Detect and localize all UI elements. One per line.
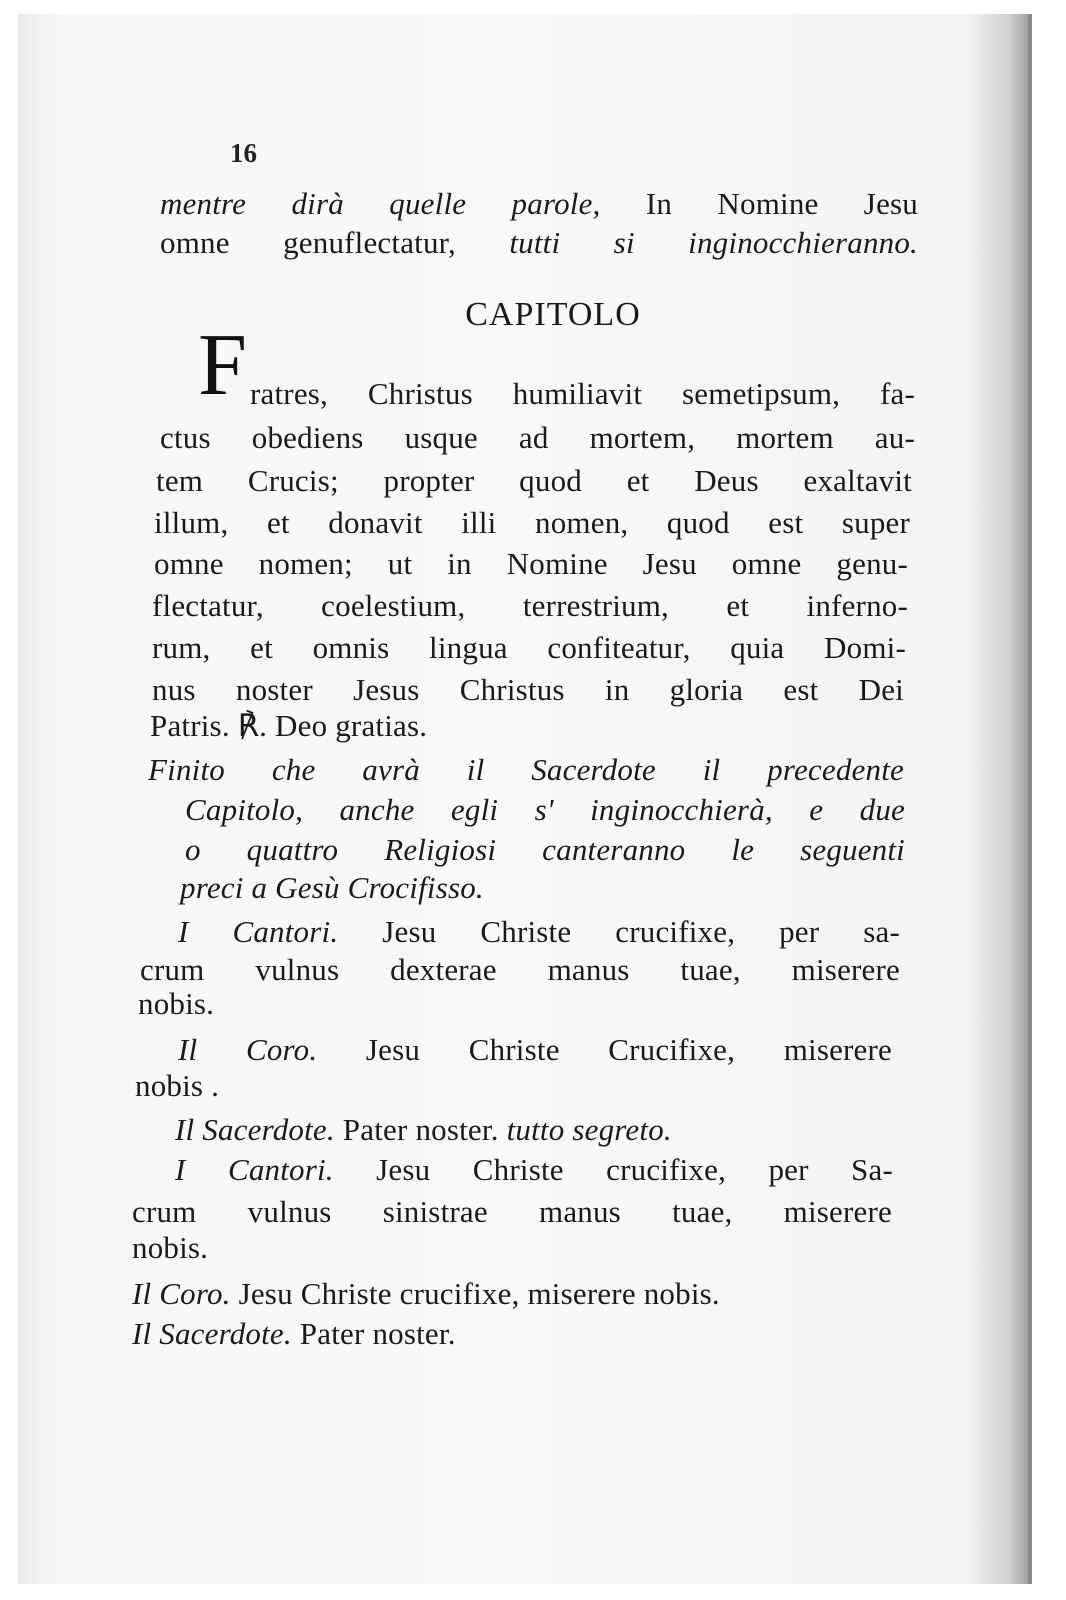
- roman-text: flectatur, coelestium, terrestrium, et inferno-: [152, 588, 908, 623]
- text-line: [185, 792, 905, 828]
- text-line: [250, 376, 915, 412]
- text-line: [156, 463, 912, 499]
- italic-text: Capitolo, anche egli s' inginocchierà, e due: [185, 792, 905, 827]
- italic-text: Finito che avrà il Sacerdote il precedente: [148, 752, 904, 787]
- roman-text: crum vulnus sinistrae manus tuae, miserere: [132, 1194, 892, 1229]
- roman-text: nobis.: [138, 986, 215, 1021]
- italic-text: o quattro Religiosi canteranno le seguenti: [185, 832, 905, 867]
- page-edge: [1028, 14, 1032, 1584]
- text-line: [152, 672, 904, 708]
- chapter-heading: CAPITOLO: [465, 296, 641, 333]
- roman-text: Jesu Christe crucifixe, per Sa-: [376, 1152, 893, 1187]
- italic-text: tutti si inginocchieranno.: [509, 225, 919, 260]
- text-line: [152, 630, 906, 666]
- roman-text: rum, et omnis lingua confiteatur, quia Domi-: [152, 630, 906, 665]
- roman-text: Jesu Christe crucifixe, per sa-: [382, 914, 900, 949]
- roman-text: Patris. ℟. Deo gratias.: [150, 708, 428, 743]
- roman-text: In Nomine Jesu: [645, 186, 918, 221]
- italic-text: Il Coro.: [178, 1032, 366, 1067]
- drop-cap: F: [198, 317, 247, 414]
- italic-text: I Cantori.: [175, 1152, 377, 1187]
- text-line: [132, 1230, 208, 1266]
- text-line: [132, 1276, 720, 1312]
- roman-text: illum, et donavit illi nomen, quod est super: [154, 505, 910, 540]
- roman-text: nobis.: [132, 1230, 209, 1265]
- roman-text: nus noster Jesus Christus in gloria est Dei: [152, 672, 904, 707]
- roman-text: Pater noster.: [342, 1112, 507, 1147]
- roman-text: omne nomen; ut in Nomine Jesu omne genu-: [154, 546, 908, 581]
- roman-text: Pater noster.: [299, 1316, 456, 1351]
- roman-text: Jesu Christe Crucifixe, miserere: [365, 1032, 893, 1067]
- text-line: [154, 505, 910, 541]
- italic-text: Il Sacerdote.: [175, 1112, 343, 1147]
- page-number: 16: [230, 138, 257, 168]
- text-line: [175, 1112, 672, 1148]
- text-line: [175, 1152, 893, 1188]
- text-line: [160, 420, 915, 456]
- text-line: [132, 1194, 892, 1230]
- italic-text: Il Coro.: [132, 1276, 239, 1311]
- text-line: [160, 225, 918, 261]
- text-line: [154, 546, 908, 582]
- text-line: [150, 708, 427, 744]
- roman-text: crum vulnus dexterae manus tuae, miserere: [140, 952, 900, 987]
- text-line: [132, 1316, 456, 1352]
- italic-text: Il Sacerdote.: [132, 1316, 300, 1351]
- text-line: [185, 832, 905, 868]
- roman-text: nobis .: [135, 1068, 220, 1103]
- italic-text: mentre dirà quelle parole,: [160, 186, 646, 221]
- roman-text: omne genuflectatur,: [160, 225, 510, 260]
- text-line: [148, 752, 904, 788]
- roman-text: tem Crucis; propter quod et Deus exaltavit: [156, 463, 912, 498]
- roman-text: Jesu Christe crucifixe, miserere nobis.: [238, 1276, 720, 1311]
- text-line: [160, 186, 918, 222]
- text-line: [140, 952, 900, 988]
- italic-text: tutto segreto.: [506, 1112, 672, 1147]
- roman-text: ratres, Christus humiliavit semetipsum, fa-: [250, 376, 915, 411]
- text-line: [180, 870, 484, 906]
- text-line: [138, 986, 214, 1022]
- italic-text: preci a Gesù Crocifisso.: [180, 870, 484, 905]
- text-line: [135, 1068, 219, 1104]
- roman-text: ctus obediens usque ad mortem, mortem au-: [160, 420, 915, 455]
- text-line: [178, 914, 900, 950]
- text-line: [152, 588, 908, 624]
- text-line: [178, 1032, 892, 1068]
- italic-text: I Cantori.: [178, 914, 383, 949]
